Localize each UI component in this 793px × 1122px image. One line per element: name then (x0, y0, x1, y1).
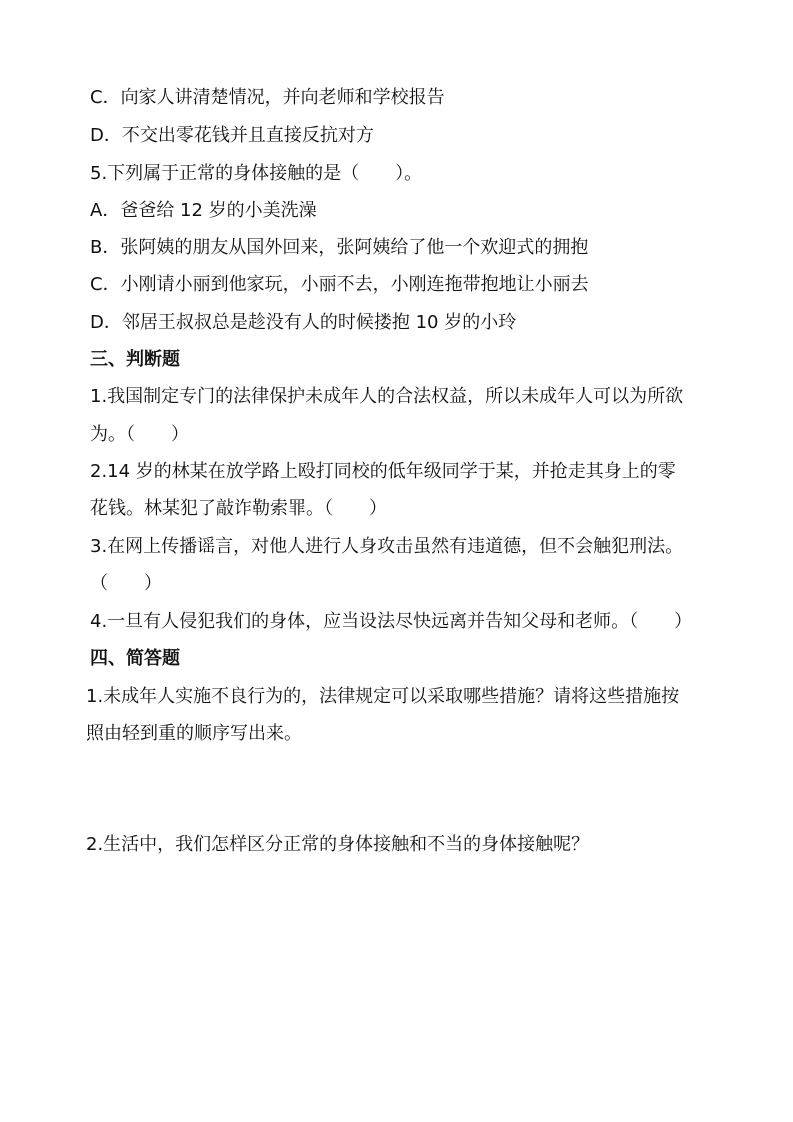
q5-option-a: A．爸爸给 12 岁的小美洗澡 (90, 200, 317, 221)
q5-option-b: B．张阿姨的朋友从国外回来，张阿姨给了他一个欢迎式的拥抱 (90, 237, 589, 258)
q5-stem: 5.下列属于正常的身体接触的是（ ）。 (90, 163, 423, 184)
section-short-title: 四、简答题 (90, 648, 180, 669)
judge-item-2-line-2: 花钱。林某犯了敲诈勒索罪。（ ） (90, 498, 387, 519)
q4-option-c: C．向家人讲清楚情况，并向老师和学校报告 (90, 87, 445, 108)
judge-item-3-line-2: （ ） (90, 573, 162, 594)
section-judge-title: 三、判断题 (90, 349, 180, 370)
short-item-1-line-2: 照由轻到重的顺序写出来。 (86, 723, 302, 744)
judge-item-1-line-2: 为。（ ） (90, 424, 189, 445)
judge-item-2-line-1: 2.14 岁的林某在放学路上殴打同校的低年级同学于某，并抢走其身上的零 (90, 461, 676, 482)
short-item-2-line-1: 2.生活中，我们怎样区分正常的身体接触和不当的身体接触呢？ (86, 834, 590, 855)
q5-option-d: D．邻居王叔叔总是趁没有人的时候搂抱 10 岁的小玲 (90, 312, 517, 333)
short-item-1-line-1: 1.未成年人实施不良行为的，法律规定可以采取哪些措施？请将这些措施按 (86, 686, 680, 707)
q5-option-c: C．小刚请小丽到他家玩，小丽不去，小刚连拖带抱地让小丽去 (90, 274, 589, 295)
judge-item-3-line-1: 3.在网上传播谣言，对他人进行人身攻击虽然有违道德，但不会触犯刑法。 (90, 536, 684, 557)
judge-item-4-line-1: 4.一旦有人侵犯我们的身体，应当设法尽快远离并告知父母和老师。（ ） (90, 611, 693, 632)
judge-item-1-line-1: 1.我国制定专门的法律保护未成年人的合法权益，所以未成年人可以为所欲 (90, 386, 684, 407)
q4-option-d: D．不交出零花钱并且直接反抗对方 (90, 125, 374, 146)
